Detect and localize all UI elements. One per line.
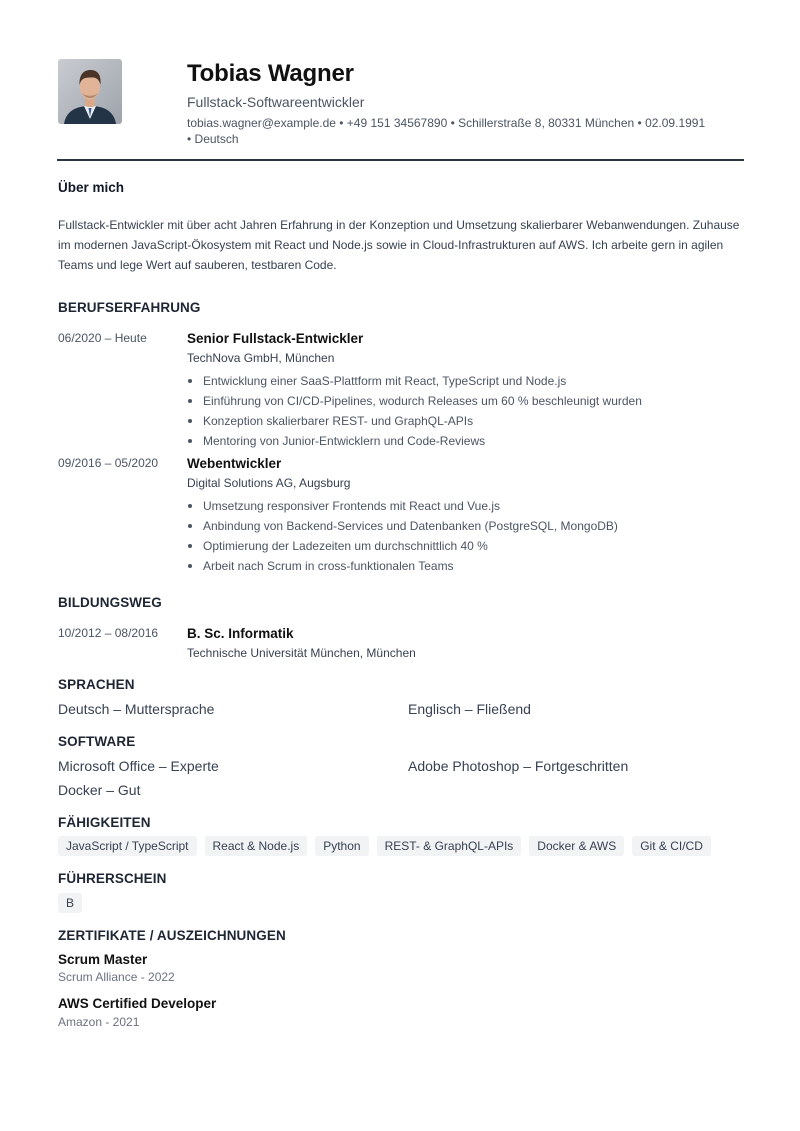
bullet-icon xyxy=(188,564,192,568)
skills-chips xyxy=(58,836,711,856)
bullet-icon xyxy=(188,379,192,383)
certificates-heading: ZERTIFIKATE / AUSZEICHNUNGEN xyxy=(58,928,286,943)
language-item: Deutsch – Muttersprache xyxy=(58,701,215,717)
job-bullets xyxy=(187,371,642,451)
degree-title: B. Sc. Informatik xyxy=(187,626,294,641)
candidate-name: Tobias Wagner xyxy=(187,60,354,87)
list-item xyxy=(187,371,642,391)
job-title: Senior Fullstack-Entwickler xyxy=(187,331,364,346)
skill-chip: Git & CI/CD xyxy=(632,836,711,856)
about-heading: Über mich xyxy=(58,180,125,195)
header-divider xyxy=(57,159,744,161)
license-chip: B xyxy=(58,893,82,913)
bullet-icon xyxy=(188,399,192,403)
list-item xyxy=(187,391,642,411)
list-item xyxy=(187,496,618,516)
skill-chip: Docker & AWS xyxy=(529,836,624,856)
certificate-title: Scrum Master xyxy=(58,952,148,967)
certificate-issuer: Scrum Alliance - 2022 xyxy=(58,970,175,984)
job-date: 06/2020 – Heute xyxy=(58,331,147,345)
license-chips xyxy=(58,893,82,913)
bullet-icon xyxy=(188,544,192,548)
software-item: Docker – Gut xyxy=(58,782,141,798)
certificate-issuer: Amazon - 2021 xyxy=(58,1015,140,1029)
profile-photo xyxy=(58,59,122,124)
license-heading: FÜHRERSCHEIN xyxy=(58,871,167,886)
certificate-title: AWS Certified Developer xyxy=(58,996,217,1011)
list-item xyxy=(187,556,618,576)
job-title: Fullstack-Softwareentwickler xyxy=(187,94,365,110)
job-company: Digital Solutions AG, Augsburg xyxy=(187,476,351,490)
bullet-text: Anbindung von Backend-Services und Datenbanken (PostgreSQL, MongoDB) xyxy=(203,519,618,533)
bullet-text: Arbeit nach Scrum in cross-funktionalen Teams xyxy=(203,559,454,573)
bullet-text: Umsetzung responsiver Frontends mit React und Vue.js xyxy=(203,499,501,513)
bullet-icon xyxy=(188,439,192,443)
job-company: TechNova GmbH, München xyxy=(187,351,335,365)
about-text: Fullstack-Entwickler mit über acht Jahren Erfahrung in der Konzeption und Umsetzung skalierbarer Webanwendungen. Zuhause im modernen JavaScript-Ökosystem mit React und Node.js sowie in Cloud-Infrastrukturen auf AWS. Ich arbeite gern in agilen Teams und lege Wert auf sauberen, testbaren Code. xyxy=(58,218,740,272)
language-item: Englisch – Fließend xyxy=(408,701,531,717)
job-title: Webentwickler xyxy=(187,456,282,471)
bullet-icon xyxy=(188,504,192,508)
list-item xyxy=(187,411,642,431)
software-item: Microsoft Office – Experte xyxy=(58,758,219,774)
software-heading: SOFTWARE xyxy=(58,734,136,749)
list-item xyxy=(187,516,618,536)
bullet-icon xyxy=(188,524,192,528)
skill-chip: React & Node.js xyxy=(205,836,308,856)
job-date: 09/2016 – 05/2020 xyxy=(58,456,159,470)
bullet-icon xyxy=(188,419,192,423)
bullet-text: Einführung von CI/CD-Pipelines, wodurch Releases um 60 % beschleunigt wurden xyxy=(203,394,642,408)
education-date: 10/2012 – 08/2016 xyxy=(58,626,159,640)
education-heading: BILDUNGSWEG xyxy=(58,595,162,610)
bullet-text: Konzeption skalierbarer REST- und GraphQL-APIs xyxy=(203,414,474,428)
experience-heading: BERUFSERFAHRUNG xyxy=(58,300,201,315)
contact-info xyxy=(187,115,752,147)
contact-line: • Deutsch xyxy=(187,132,239,146)
languages-heading: SPRACHEN xyxy=(58,677,135,692)
job-bullets xyxy=(187,496,618,576)
skill-chip: JavaScript / TypeScript xyxy=(58,836,197,856)
skill-chip: Python xyxy=(315,836,368,856)
skills-heading: FÄHIGKEITEN xyxy=(58,815,151,830)
software-item: Adobe Photoshop – Fortgeschritten xyxy=(408,758,629,774)
bullet-text: Optimierung der Ladezeiten um durchschnittlich 40 % xyxy=(203,539,488,553)
contact-line: tobias.wagner@example.de • +49 151 34567890 • Schillerstraße 8, 80331 München • 02.09.1991 xyxy=(187,116,706,130)
list-item xyxy=(187,536,618,556)
bullet-text: Mentoring von Junior-Entwicklern und Code-Reviews xyxy=(203,434,486,448)
bullet-text: Entwicklung einer SaaS-Plattform mit React, TypeScript und Node.js xyxy=(203,374,567,388)
list-item xyxy=(187,431,642,451)
institution: Technische Universität München, München xyxy=(187,646,416,660)
skill-chip: REST- & GraphQL-APIs xyxy=(377,836,522,856)
